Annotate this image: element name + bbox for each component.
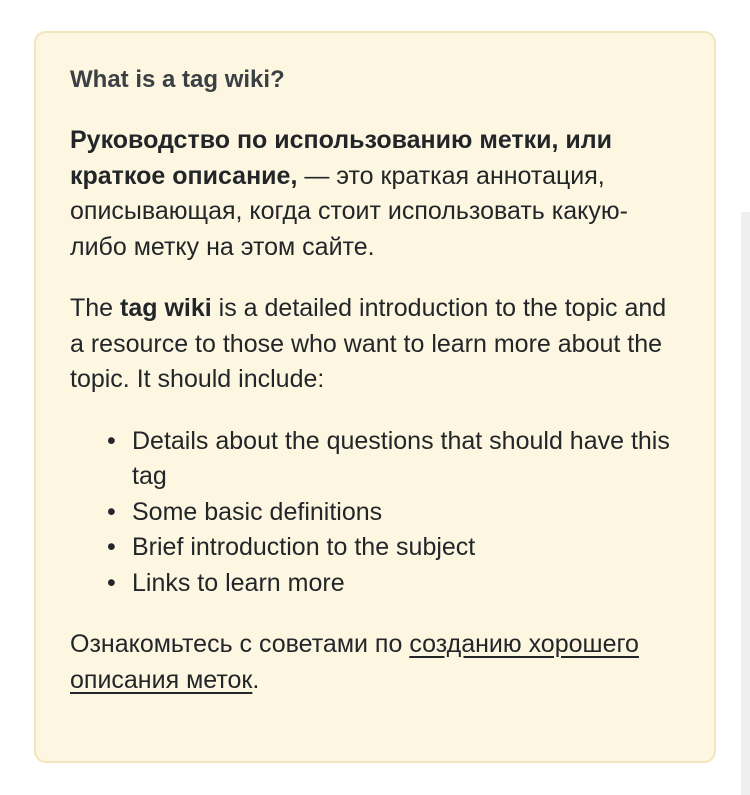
bullet-icon: • — [107, 533, 116, 561]
wiki-description — [70, 291, 680, 398]
advice-prefix-text: Ознакомьтесь с советами по — [70, 630, 410, 658]
list-item-text: Links to learn more — [132, 568, 345, 597]
list-item — [107, 530, 680, 566]
advice-suffix-text: . — [252, 665, 260, 694]
list-item-text: Brief introduction to the subject — [132, 533, 476, 561]
excerpt-description — [70, 123, 680, 265]
bullet-icon: • — [107, 568, 116, 597]
wiki-text: is a detailed introduction to the topic and a resource to those who want to learn more about the topic. It should include: — [70, 294, 667, 393]
excerpt-text: — это краткая аннотация, описывающая, когда стоит использовать какую-либо метку на этом сайте. — [70, 161, 628, 261]
excerpt-bold-text: Руководство по использованию метки, или краткое описание, — [70, 126, 613, 190]
tag-wiki-info-card — [34, 31, 716, 763]
list-item — [107, 424, 680, 495]
list-item-text: Details about the questions that should have this tag — [132, 426, 670, 490]
list-item — [107, 566, 680, 602]
scrollbar[interactable] — [741, 212, 750, 795]
wiki-contents-list — [70, 424, 680, 602]
bullet-icon: • — [107, 426, 116, 455]
list-item — [107, 495, 680, 531]
tag-excerpt-guide-link[interactable]: созданию хорошего описания меток — [70, 630, 639, 694]
list-item-text: Some basic definitions — [132, 497, 383, 526]
wiki-prefix-text: The — [70, 294, 121, 322]
advice-paragraph — [70, 627, 680, 698]
bullet-icon: • — [107, 497, 116, 526]
wiki-bold-text: tag wiki — [120, 294, 212, 322]
card-title: What is a tag wiki? — [70, 66, 285, 93]
